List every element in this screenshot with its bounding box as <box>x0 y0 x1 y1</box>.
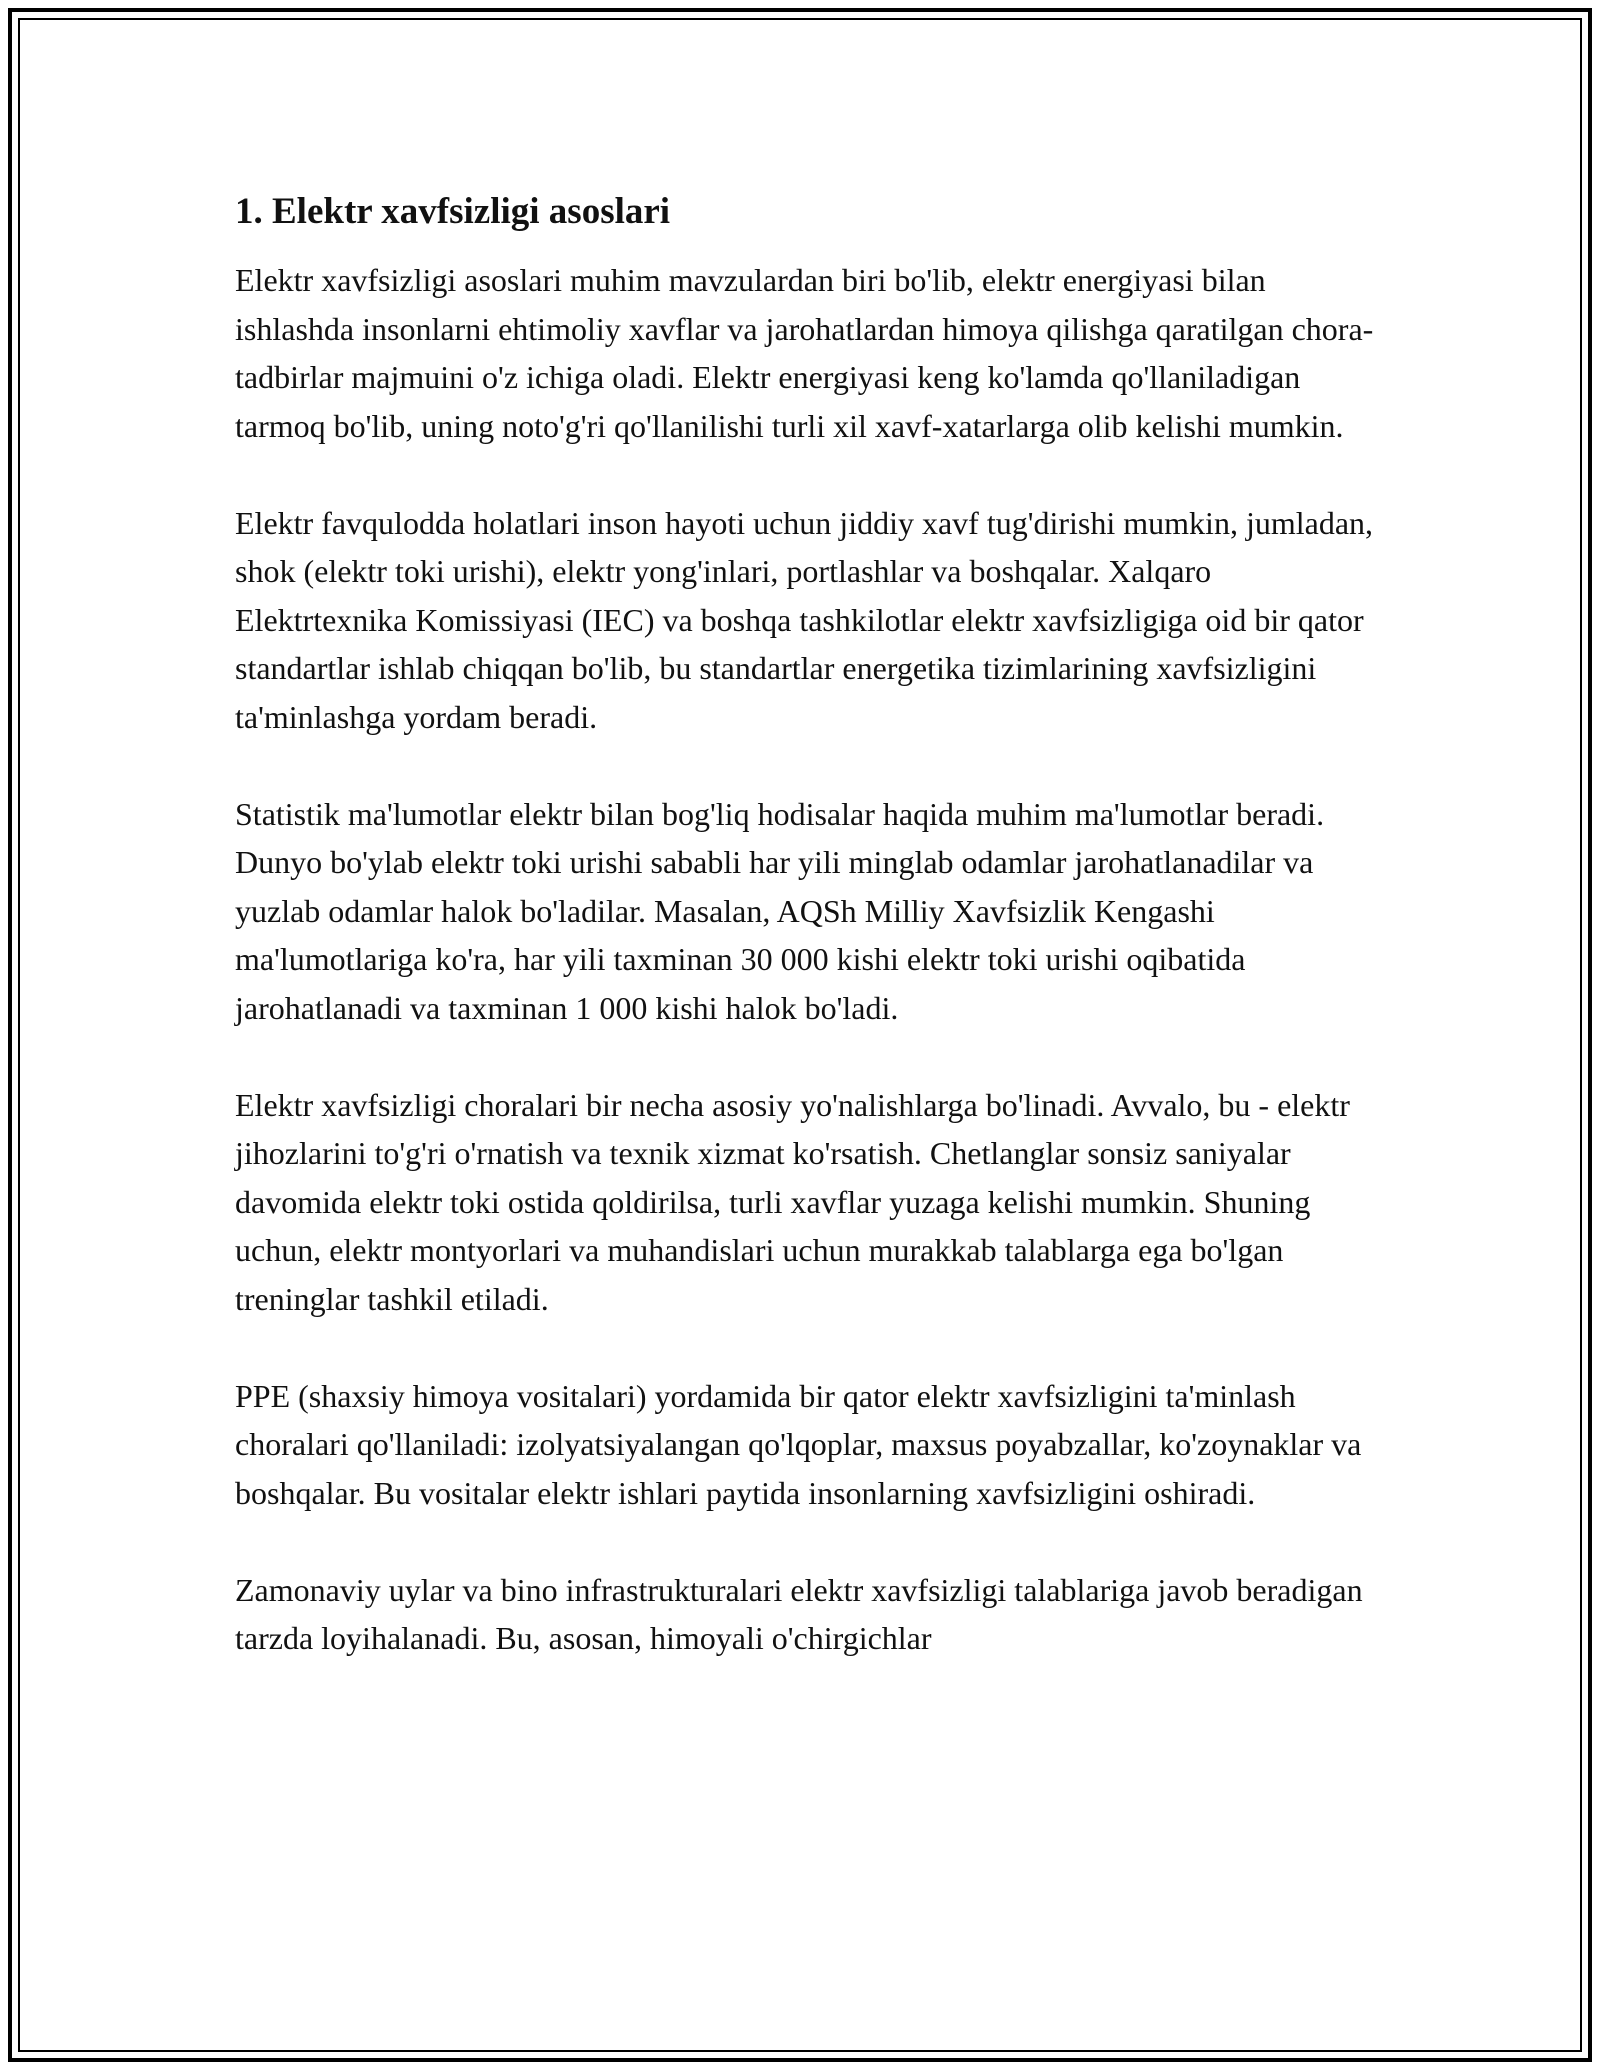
paragraph-buildings: Zamonaviy uylar va bino infrastrukturalari elektr xavfsizligi talablariga javob beradigan tarzda loyihalanadi. Bu, asosan, himoyali o'chirgichlar <box>235 1571 1363 1656</box>
paragraph-ppe: PPE (shaxsiy himoya vositalari) yordamida bir qator elektr xavfsizligini ta'minlash choralari qo'llaniladi: izolyatsiyalangan qo'lqoplar, maxsus poyabzallar, ko'zoynaklar va boshqalar. Bu vositalar elektr ishlari paytida insonlarning xavfsizligini oshiradi. <box>235 1377 1362 1511</box>
paragraph-intro: Elektr xavfsizligi asoslari muhim mavzulardan biri bo'lib, elektr energiyasi bilan ishlashda insonlarni ehtimoliy xavflar va jarohatlardan himoya qilishga qaratilgan chora-tadbirlar majmuini o'z ichiga oladi. Elektr energiyasi keng ko'lamda qo'llaniladigan tarmoq bo'lib, uning noto'g'ri qo'llanilishi turli xil xavf-xatarlarga olib kelishi mumkin. <box>235 262 1374 444</box>
paragraph-measures: Elektr xavfsizligi choralari bir necha asosiy yo'nalishlarga bo'linadi. Avvalo, bu - elektr jihozlarini to'g'ri o'rnatish va texnik xizmat ko'rsatish. Chetlanglar sonsiz saniyalar davomida elektr toki ostida qoldirilsa, turli xavflar yuzaga kelishi mumkin. Shuning uchun, elektr montyorlari va muhandislari uchun murakkab talablarga ega bo'lgan treninglar tashkil etiladi. <box>235 1086 1350 1317</box>
paragraph-statistics: Statistik ma'lumotlar elektr bilan bog'liq hodisalar haqida muhim ma'lumotlar beradi. Dunyo bo'ylab elektr toki urishi sababli har yili minglab odamlar jarohatlanadilar va yuzlab odamlar halok bo'ladilar. Masalan, AQSh Milliy Xavfsizlik Kengashi ma'lumotlariga ko'ra, har yili taxminan 30 000 kishi elektr toki urishi oqibatida jarohatlanadi va taxminan 1 000 kishi halok bo'ladi. <box>235 795 1325 1026</box>
paragraph-emergencies: Elektr favqulodda holatlari inson hayoti uchun jiddiy xavf tug'dirishi mumkin, jumladan, shok (elektr toki urishi), elektr yong'inlari, portlashlar va boshqalar. Xalqaro Elektrtexnika Komissiyasi (IEC) va boshqa tashkilotlar elektr xavfsizligiga oid bir qator standartlar ishlab chiqqan bo'lib, bu standartlar energetika tizimlarining xavfsizligini ta'minlashga yordam beradi. <box>235 504 1374 735</box>
document-body <box>235 188 1375 1663</box>
section-heading: 1. Elektr xavfsizligi asoslari <box>235 191 671 232</box>
